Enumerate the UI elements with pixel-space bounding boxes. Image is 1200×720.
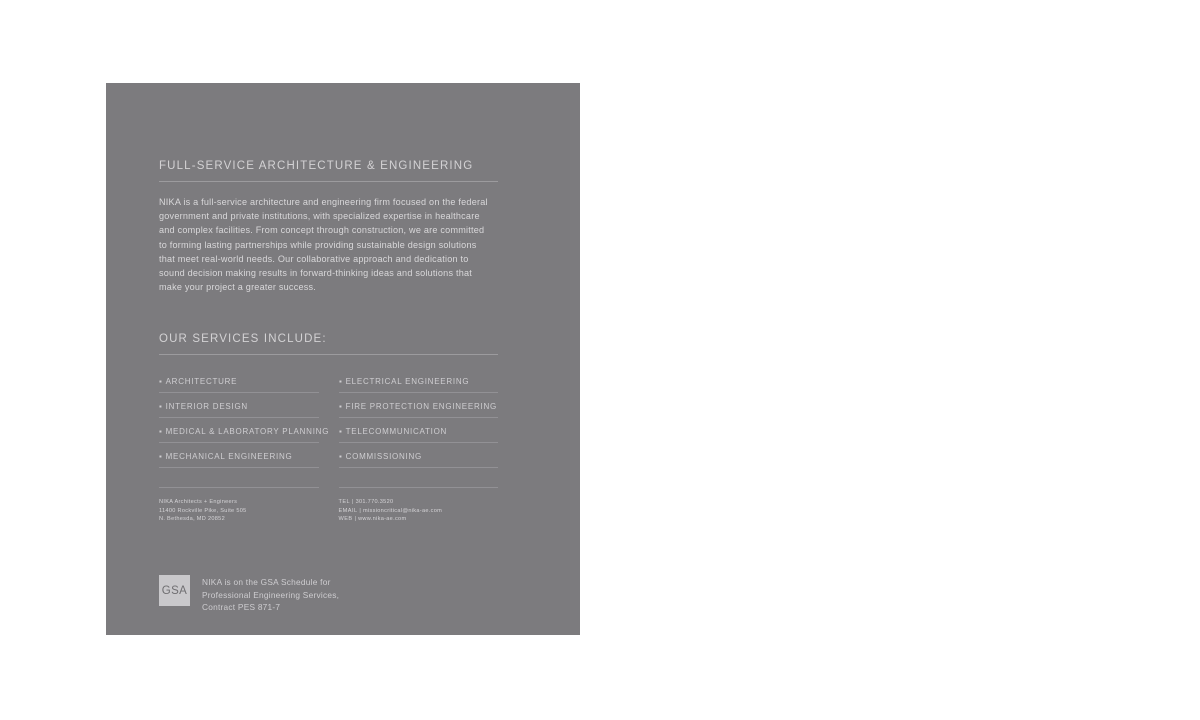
services-heading-wrap — [159, 333, 498, 355]
gsa-logo-icon — [159, 575, 190, 606]
services-grid — [159, 377, 498, 468]
contact-separator: | — [359, 507, 362, 514]
bullet-icon: ▪ — [339, 402, 343, 412]
service-label: MECHANICAL ENGINEERING — [165, 452, 293, 462]
contact-address — [159, 487, 319, 523]
contact-email-value[interactable]: missioncritical@nika-ae.com — [363, 507, 443, 514]
gsa-line: Professional Engineering Services, — [202, 589, 340, 600]
gsa-line: Contract PES 871-7 — [202, 602, 281, 613]
gsa-text — [202, 575, 339, 614]
document-content — [159, 160, 498, 614]
contact-tel-value: 301.770.3520 — [355, 499, 394, 506]
contact-separator: | — [351, 499, 354, 506]
contact-web-value[interactable]: www.nika-ae.com — [358, 515, 407, 522]
contact-separator: | — [354, 515, 357, 522]
contact-email[interactable] — [339, 507, 499, 515]
service-label: INTERIOR DESIGN — [165, 402, 248, 412]
list-item — [159, 377, 319, 393]
contact-grid — [159, 487, 498, 523]
list-item — [339, 427, 498, 443]
gsa-line: NIKA is on the GSA Schedule for — [202, 577, 331, 588]
bullet-icon: ▪ — [159, 402, 163, 412]
service-label: COMMISSIONING — [345, 452, 423, 462]
service-label: ELECTRICAL ENGINEERING — [345, 377, 470, 387]
bullet-icon: ▪ — [339, 377, 343, 387]
gsa-block — [159, 575, 498, 614]
contact-web[interactable] — [339, 515, 499, 523]
services-column-left — [159, 377, 330, 468]
address-line: N. Bethesda, MD 20852 — [159, 515, 226, 522]
address-line: 11400 Rockville Pike, Suite 505 — [159, 507, 247, 514]
bullet-icon: ▪ — [159, 427, 163, 437]
bullet-icon: ▪ — [159, 377, 163, 387]
list-item — [339, 377, 498, 393]
address-line: NIKA Architects + Engineers — [159, 499, 238, 506]
intro-paragraph: NIKA is a full-service architecture and engineering firm focused on the federal government and private institutions, with specialized expertise in healthcare and complex facilities. From concept through construction, we are committed to forming lasting partnerships while providing sustainable design solutions that meet real-world needs. Our collaborative approach and dedication to sound decision making results in forward-thinking ideas and solutions that make your project a greater success. — [159, 197, 488, 293]
contact-web-label: WEB — [338, 515, 353, 522]
document-panel — [106, 83, 580, 635]
list-item — [339, 452, 498, 468]
service-label: MEDICAL & LABORATORY PLANNING — [165, 427, 330, 437]
contact-email-label: EMAIL — [338, 507, 358, 514]
service-label: FIRE PROTECTION ENGINEERING — [345, 402, 497, 412]
bullet-icon: ▪ — [159, 452, 163, 462]
list-item — [339, 402, 498, 418]
contact-tel-label: TEL — [338, 499, 351, 506]
gsa-logo-text: GSA — [161, 584, 188, 597]
list-item — [159, 402, 319, 418]
service-label: ARCHITECTURE — [165, 377, 238, 387]
bullet-icon: ▪ — [339, 427, 343, 437]
contact-tel — [339, 498, 499, 506]
services-column-right — [339, 377, 498, 468]
list-item — [159, 427, 330, 443]
contact-details — [339, 487, 499, 523]
services-heading: OUR SERVICES INCLUDE: — [159, 333, 498, 355]
intro-heading: FULL-SERVICE ARCHITECTURE & ENGINEERING — [159, 160, 498, 182]
service-label: TELECOMMUNICATION — [345, 427, 448, 437]
bullet-icon: ▪ — [339, 452, 343, 462]
list-item — [159, 452, 319, 468]
